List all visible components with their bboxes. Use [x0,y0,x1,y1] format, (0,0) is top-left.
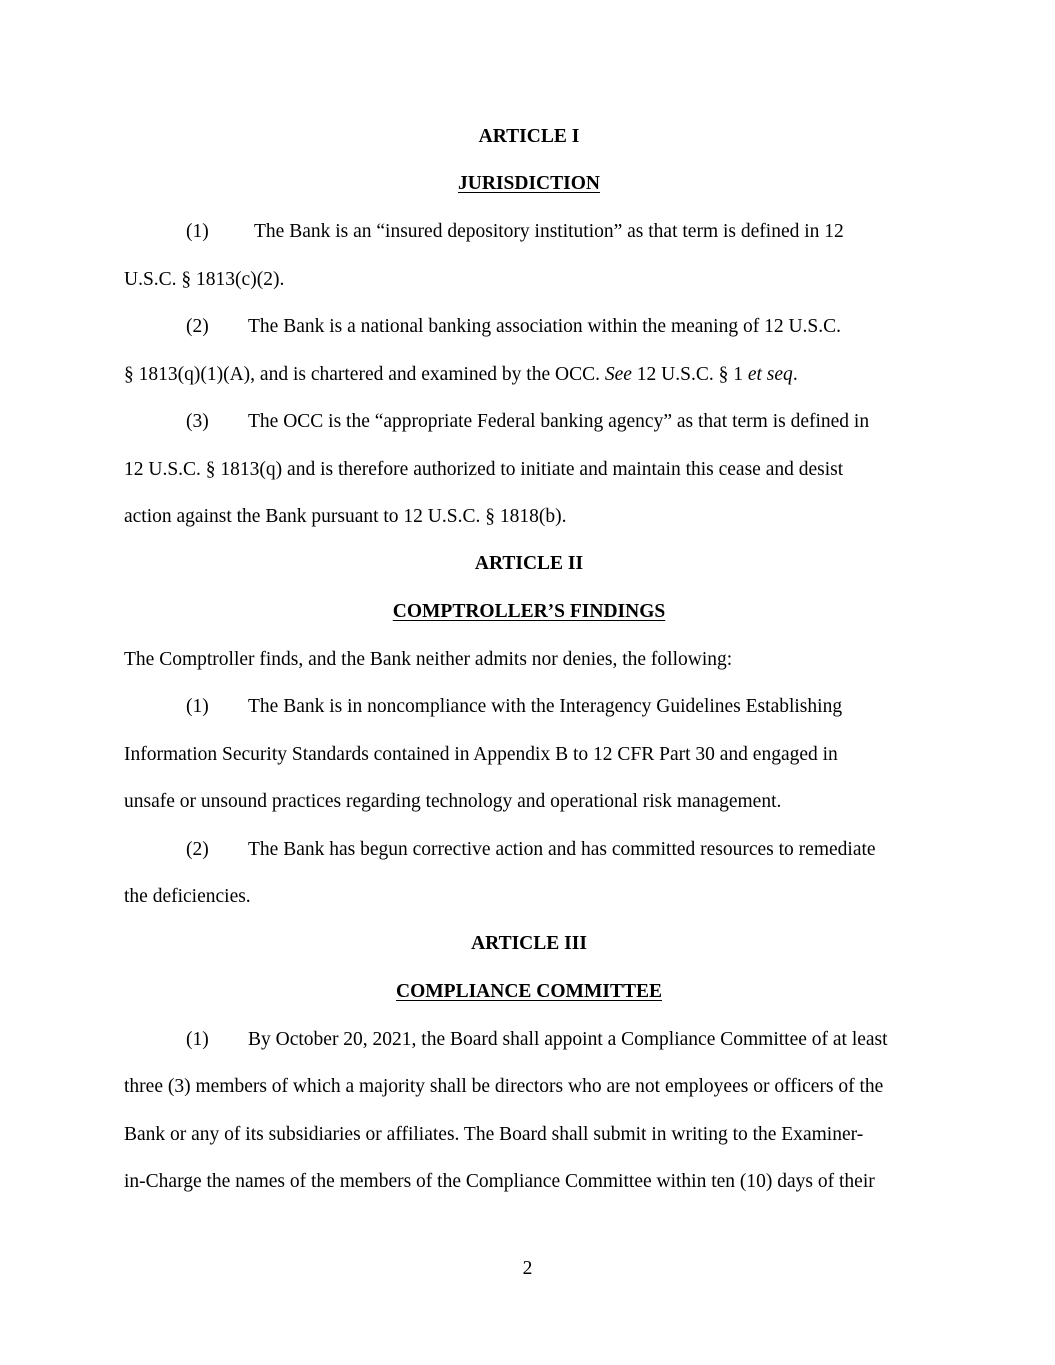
paragraph-number: (1) [186,221,209,242]
paragraph-text: The Bank is in noncompliance with the Interagency Guidelines Establishing [248,696,843,717]
paragraph-number: (3) [186,411,209,432]
paragraph-line: U.S.C. § 1813(c)(2). [124,269,285,290]
paragraph-line [124,220,934,244]
paragraph-number: (2) [186,839,209,860]
paragraph-line: unsafe or unsound practices regarding technology and operational risk management. [124,791,782,812]
citation-signal: See [604,364,632,385]
article-title-text: JURISDICTION [458,173,600,194]
paragraph-number: (2) [186,316,209,337]
paragraph-line [124,1028,934,1052]
paragraph-line: Bank or any of its subsidiaries or affiliates. The Board shall submit in writing to the Examiner- [124,1124,864,1145]
paragraph-line [124,838,934,862]
page-number: 2 [522,1258,533,1279]
citation-et-seq: et seq [747,364,793,385]
intro-text: The Comptroller finds, and the Bank neither admits nor denies, the following: [124,649,733,670]
article-title-text: COMPTROLLER’S FINDINGS [392,601,666,622]
article-heading: ARTICLE I [478,126,580,147]
paragraph-line: action against the Bank pursuant to 12 U.S.C. § 1818(b). [124,506,567,527]
article-title [124,600,934,624]
paragraph-text: § 1813(q)(1)(A), and is chartered and examined by the OCC. [124,364,600,385]
article-heading: ARTICLE II [474,553,584,574]
paragraph-number: (1) [186,696,209,717]
citation-text: 12 U.S.C. § 1 [636,364,743,385]
paragraph-text: The OCC is the “appropriate Federal banking agency” as that term is defined in [248,411,870,432]
paragraph-line [124,363,934,387]
paragraph-line: the deficiencies. [124,886,251,907]
paragraph-text: By October 20, 2021, the Board shall appoint a Compliance Committee of at least [248,1029,888,1050]
paragraph-line: in-Charge the names of the members of the Compliance Committee within ten (10) days of their [124,1171,875,1192]
article-title-text: COMPLIANCE COMMITTEE [396,981,662,1002]
article-title [124,980,934,1004]
paragraph-text: The Bank is an “insured depository institution” as that term is defined in 12 [254,221,844,242]
period: . [792,364,798,385]
paragraph-line: three (3) members of which a majority shall be directors who are not employees or officers of the [124,1076,884,1097]
paragraph-text: The Bank has begun corrective action and has committed resources to remediate [248,839,876,860]
paragraph-line [124,695,934,719]
paragraph-line [124,410,934,434]
paragraph-line: Information Security Standards contained in Appendix B to 12 CFR Part 30 and engaged in [124,744,838,765]
paragraph-text: The Bank is a national banking association within the meaning of 12 U.S.C. [248,316,842,337]
article-heading: ARTICLE III [471,933,587,954]
paragraph-line [124,315,934,339]
article-title [124,172,934,196]
paragraph-line: 12 U.S.C. § 1813(q) and is therefore authorized to initiate and maintain this cease and desist [124,459,844,480]
paragraph-number: (1) [186,1029,209,1050]
